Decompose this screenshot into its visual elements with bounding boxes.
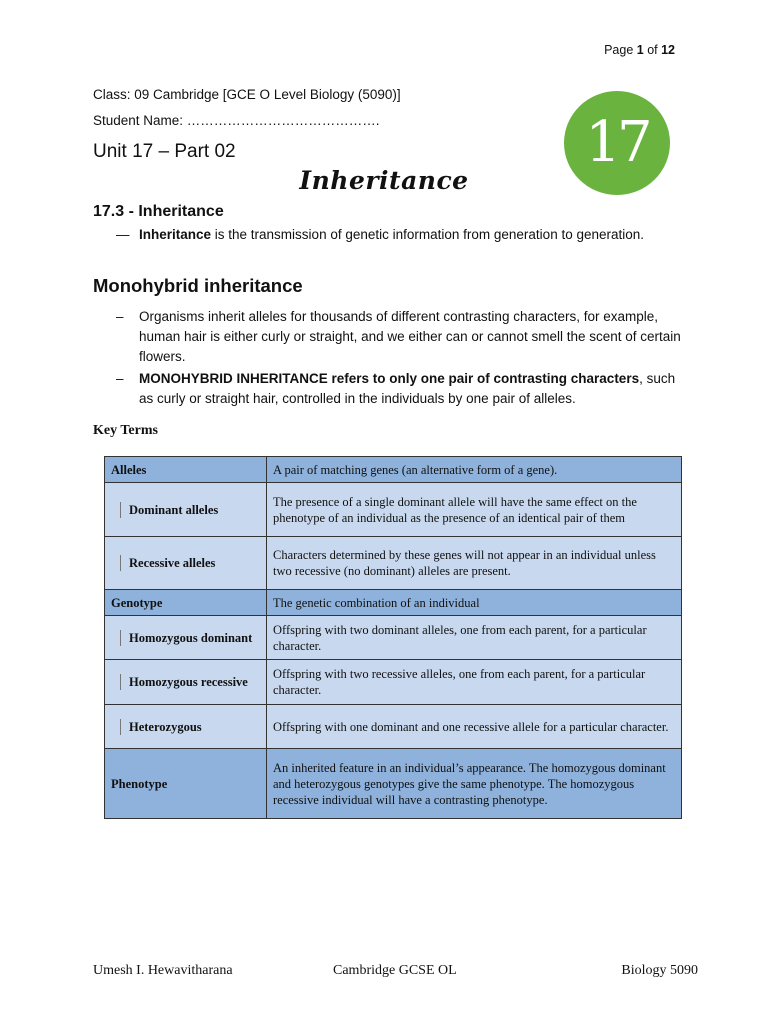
footer-author: Umesh I. Hewavitharana: [93, 963, 233, 978]
footer-subject: Biology 5090: [621, 963, 698, 978]
table-row: [105, 483, 682, 537]
footer-course: Cambridge GCSE OL: [333, 963, 457, 978]
student-name-line: Student Name: …………………………………….: [93, 113, 380, 128]
term-cell: Homozygous recessive: [105, 660, 267, 705]
table-row: [105, 749, 682, 819]
definition-cell: An inherited feature in an individual’s appearance. The homozygous dominant and heterozygous genotypes give the same phenotype. The homozygous recessive individual will have a contrasting phenotype.: [267, 749, 682, 819]
term-cell: Heterozygous: [105, 705, 267, 749]
term-cell: Phenotype: [105, 749, 267, 819]
definition-cell: Characters determined by these genes will not appear in an individual unless two recessive (no dominant) alleles are present.: [267, 537, 682, 590]
term-cell: Homozygous dominant: [105, 616, 267, 660]
class-line: Class: 09 Cambridge [GCE O Level Biology (5090)]: [93, 87, 401, 102]
key-terms-table: [104, 456, 682, 819]
table-row: [105, 590, 682, 616]
bullet-text: Organisms inherit alleles for thousands of different contrasting characters, for example, human hair is either curly or straight, and we either can or cannot smell the scent of certain flowers.: [139, 309, 681, 364]
definition-cell: A pair of matching genes (an alternative form of a gene).: [267, 457, 682, 483]
key-terms-heading: Key Terms: [93, 423, 158, 438]
bullet-bold-text: MONOHYBRID INHERITANCE refers to only one pair of contrasting characters: [139, 371, 640, 386]
definition-cell: Offspring with one dominant and one recessive allele for a particular character.: [267, 705, 682, 749]
table-row: [105, 616, 682, 660]
page-title: Inheritance: [299, 166, 469, 195]
bullet-text: is the transmission of genetic information from generation to generation.: [211, 227, 645, 242]
definition-cell: The genetic combination of an individual: [267, 590, 682, 616]
term-cell: Dominant alleles: [105, 483, 267, 537]
bullet-text: , such as curly or straight hair, controlled in the individuals by one pair of alleles.: [139, 371, 676, 406]
bullet-dash: —: [116, 227, 130, 242]
term-cell: Alleles: [105, 457, 267, 483]
unit-heading: Unit 17 – Part 02: [93, 141, 236, 162]
term-cell: Genotype: [105, 590, 267, 616]
table-row: [105, 537, 682, 590]
section-heading-monohybrid: Monohybrid inheritance: [93, 275, 303, 296]
table-row: [105, 457, 682, 483]
table-row: [105, 660, 682, 705]
definition-cell: Offspring with two recessive alleles, one from each parent, for a particular character.: [267, 660, 682, 705]
bullet-term: Inheritance: [139, 227, 212, 242]
definition-cell: The presence of a single dominant allele will have the same effect on the phenotype of an individual as the presence of an identical pair of them: [267, 483, 682, 537]
term-cell: Recessive alleles: [105, 537, 267, 590]
page-number: Page 1 of 12: [604, 43, 675, 57]
unit-badge: 17: [564, 91, 670, 195]
definition-cell: Offspring with two dominant alleles, one from each parent, for a particular character.: [267, 616, 682, 660]
table-row: [105, 705, 682, 749]
section-heading-inheritance: 17.3 - Inheritance: [93, 203, 224, 220]
